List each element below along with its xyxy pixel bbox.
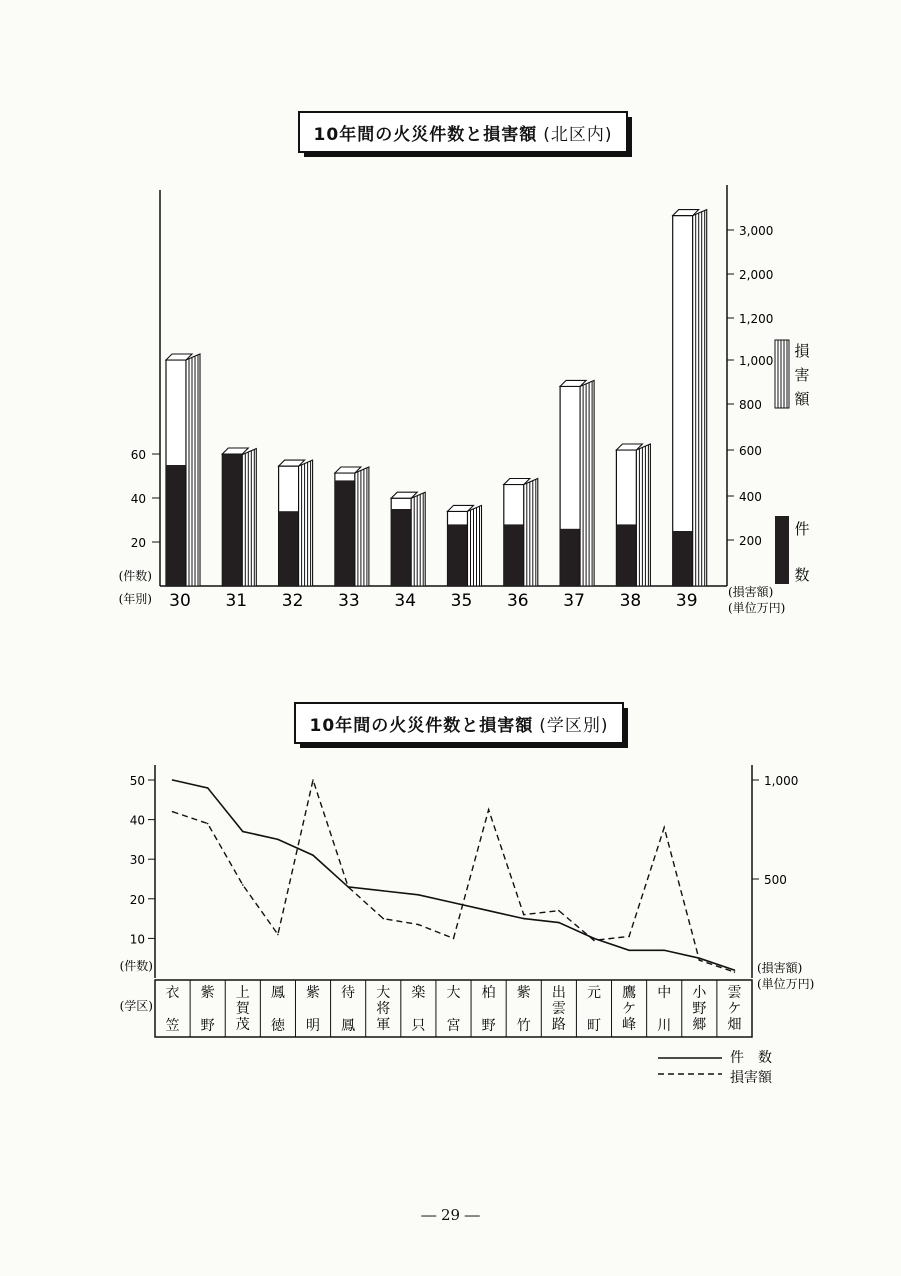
year-label: 34 [394,591,417,611]
svg-text:額: 額 [794,390,810,408]
damage-point [242,884,244,886]
svg-text:元: 元 [586,985,601,1001]
svg-text:笠: 笠 [165,1018,180,1034]
svg-text:衣: 衣 [165,985,180,1001]
svg-text:宮: 宮 [446,1018,461,1034]
left-axis-label: (件数) [118,569,152,583]
svg-text:紫: 紫 [516,985,531,1001]
left-tick-label: 20 [129,892,145,907]
count-point [382,890,384,892]
svg-text:郷: 郷 [692,1017,707,1033]
svg-text:町: 町 [586,1018,601,1034]
chart2-title: 10年間の火災件数と損害額 [309,715,534,736]
count-point [558,922,560,924]
right-axis-label-1: (損害額) [757,961,803,975]
right-tick-label: 500 [764,873,787,887]
left-tick-label: 40 [130,492,146,506]
svg-text:件: 件 [794,520,810,538]
left-axis-label: (件数) [119,959,153,973]
svg-text:路: 路 [551,1017,566,1033]
svg-text:軍: 軍 [376,1017,391,1033]
svg-text:賀: 賀 [235,1001,250,1017]
svg-text:紫: 紫 [200,985,215,1001]
svg-text:峰: 峰 [622,1017,637,1033]
district-label [201,984,215,1034]
right-axis-label-1: (損害額) [728,585,774,599]
svg-text:大: 大 [446,985,461,1001]
svg-text:柏: 柏 [481,985,496,1001]
legend-damage-label: 損害額 [730,1070,772,1086]
svg-text:徳: 徳 [270,1018,285,1034]
svg-text:野: 野 [200,1018,215,1034]
svg-text:害: 害 [794,366,810,384]
svg-text:只: 只 [411,1018,426,1034]
svg-text:鷹: 鷹 [622,985,637,1001]
damage-point [207,823,209,825]
district-label [622,985,636,1033]
right-tick-label: 1,000 [739,354,774,368]
district-label [552,985,566,1033]
district-label [482,984,496,1034]
damage-point [523,914,525,916]
damage-point [488,809,490,811]
right-axis-label-2: (単位万円) [728,601,786,615]
district-label [727,985,741,1033]
svg-text:野: 野 [692,1001,707,1017]
count-line [173,780,735,970]
district-label [692,985,707,1033]
legend-count-label: 件 数 [730,1050,772,1066]
svg-text:野: 野 [481,1018,496,1034]
district-label [166,985,180,1034]
svg-text:小: 小 [692,985,707,1001]
count-point [663,949,665,951]
svg-text:大: 大 [376,985,391,1001]
count-point [453,902,455,904]
year-label: 33 [338,591,360,611]
x-axis-label: (年別) [118,592,152,606]
chart2-subtitle: (学区別) [539,715,609,736]
svg-text:上: 上 [235,985,250,1001]
damage-point [347,886,349,888]
svg-text:損: 損 [794,342,810,360]
district-label [376,984,390,1033]
svg-text:待: 待 [341,985,356,1001]
year-label: 30 [169,591,191,611]
count-point [242,831,244,833]
damage-point [418,924,420,926]
svg-text:雲: 雲 [727,985,742,1001]
svg-text:中: 中 [657,985,672,1001]
year-label: 39 [675,591,698,611]
right-axis-label-2: (単位万円) [757,977,815,991]
left-tick-label: 40 [129,813,145,828]
left-tick-label: 30 [129,853,145,868]
x-axis-label: (学区) [119,999,153,1013]
district-label [657,984,671,1034]
count-point [312,854,314,856]
svg-text:雲: 雲 [551,1001,566,1017]
year-label: 37 [563,591,585,611]
svg-text:ケ: ケ [727,1001,742,1017]
year-label: 36 [506,591,529,611]
chart1-subtitle: (北区内) [543,124,613,145]
damage-point [734,971,736,973]
svg-text:明: 明 [306,1018,321,1034]
district-label [411,985,425,1034]
damage-point [382,918,384,920]
damage-point [593,940,595,942]
right-tick-label: 400 [739,490,762,504]
svg-text:出: 出 [551,985,566,1001]
year-label: 31 [225,591,248,611]
right-tick-label: 600 [739,444,762,458]
count-point [207,787,209,789]
svg-text:数: 数 [794,566,810,584]
right-tick-label: 800 [739,398,762,412]
svg-text:川: 川 [657,1018,672,1034]
svg-text:鳳: 鳳 [270,985,285,1001]
right-tick-label: 3,000 [739,224,774,238]
count-point [628,949,630,951]
damage-line [173,780,735,972]
svg-text:将: 将 [376,1001,391,1017]
svg-text:竹: 竹 [516,1018,531,1034]
damage-point [172,811,174,813]
damage-point [312,779,314,781]
year-label: 35 [450,591,473,611]
count-point [277,839,279,841]
district-label [236,985,251,1033]
count-point [172,779,174,781]
left-tick-label: 10 [129,932,145,947]
damage-point [628,936,630,938]
right-tick-label: 1,200 [739,312,774,326]
count-point [488,910,490,912]
svg-text:ケ: ケ [622,1001,637,1017]
right-tick-label: 200 [739,534,762,548]
count-point [734,969,736,971]
svg-text:茂: 茂 [235,1017,250,1033]
district-label [517,984,531,1034]
svg-text:楽: 楽 [411,985,426,1001]
damage-point [277,934,279,936]
page-number: ― 29 ― [421,1206,480,1224]
damage-point [663,827,665,829]
district-label [587,985,601,1034]
district-label [341,984,355,1034]
damage-point [453,938,455,940]
svg-text:鳳: 鳳 [341,1018,356,1034]
svg-text:紫: 紫 [306,985,321,1001]
left-tick-label: 60 [130,448,146,462]
right-tick-label: 2,000 [739,268,774,282]
count-point [418,894,420,896]
right-tick-label: 1,000 [764,774,799,788]
district-label [306,984,320,1034]
count-point [699,957,701,959]
left-tick-label: 20 [130,536,146,550]
svg-text:畑: 畑 [727,1017,742,1033]
district-label [271,985,286,1034]
damage-point [699,959,701,961]
count-point [523,918,525,920]
year-label: 32 [281,591,304,611]
district-label [447,984,461,1034]
legend [658,1049,773,1086]
year-label: 38 [619,591,642,611]
chart1-title: 10年間の火災件数と損害額 [313,124,538,145]
damage-point [558,910,560,912]
count-point [593,938,595,940]
left-tick-label: 50 [129,774,145,788]
